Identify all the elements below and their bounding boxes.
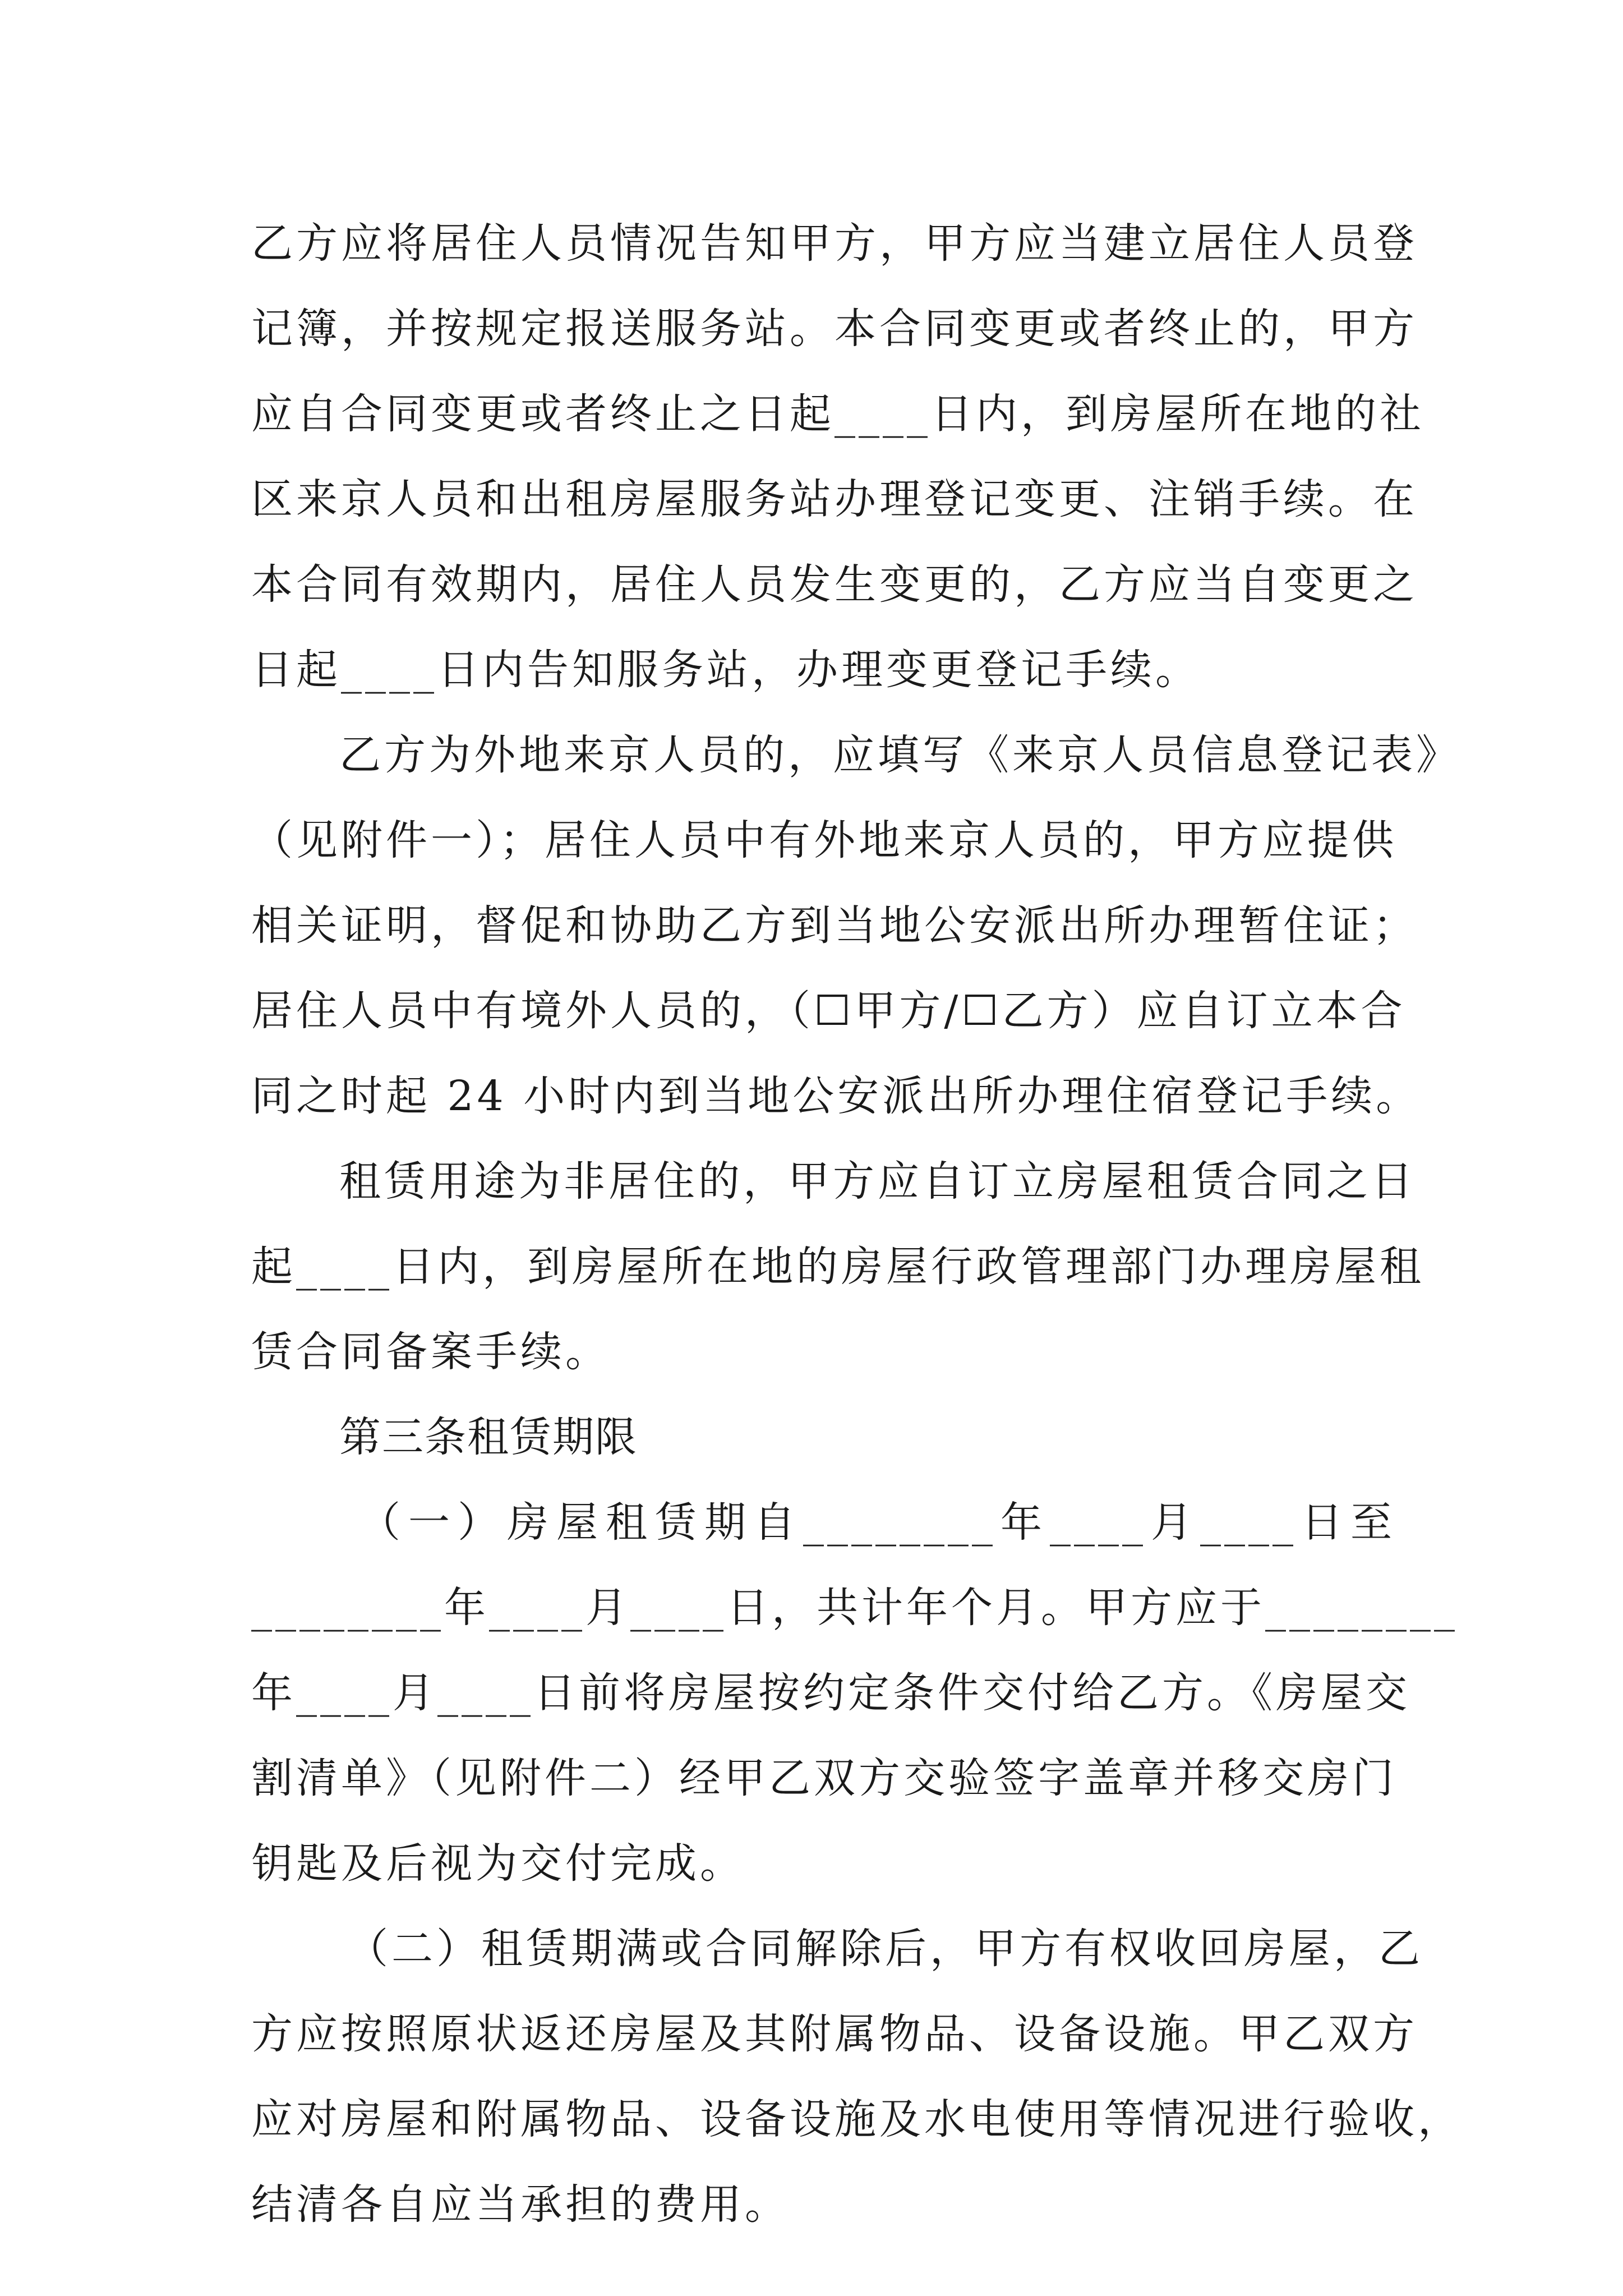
paragraph-line: （见附件一）；居住人员中有外地来京人员的，甲方应提供: [251, 816, 1397, 864]
paragraph-line: 同之时起 24 小时内到当地公安派出所办理住宿登记手续。: [251, 1072, 1421, 1120]
section-heading: 第三条租赁期限: [339, 1413, 638, 1461]
paragraph-line: ________年____月____日，共计年个月。甲方应于________: [251, 1584, 1458, 1632]
paragraph-line: （二）租赁期满或合同解除后，甲方有权收回房屋，乙: [347, 1925, 1423, 1973]
paragraph-line: （一）房屋租赁期自________年____月____日至: [359, 1498, 1395, 1547]
paragraph-line: 区来京人员和出租房屋服务站办理登记变更、注销手续。在: [251, 475, 1418, 523]
paragraph-line: 起____日内，到房屋所在地的房屋行政管理部门办理房屋租: [251, 1243, 1424, 1291]
paragraph-line: 乙方为外地来京人员的，应填写《来京人员信息登记表》: [339, 731, 1461, 779]
paragraph-line: 本合同有效期内，居住人员发生变更的，乙方应当自变更之: [251, 560, 1418, 609]
paragraph-line: 钥匙及后视为交付完成。: [251, 1839, 745, 1888]
paragraph-line: 相关证明，督促和协助乙方到当地公安派出所办理暂住证；: [251, 901, 1418, 950]
paragraph-line: 应对房屋和附属物品、设备设施及水电使用等情况进行验收，: [251, 2095, 1463, 2143]
paragraph-line: 结清各自应当承担的费用。: [251, 2180, 790, 2229]
paragraph-line: 租赁用途为非居住的，甲方应自订立房屋租赁合同之日: [339, 1157, 1416, 1205]
paragraph-line: 乙方应将居住人员情况告知甲方，甲方应当建立居住人员登: [251, 219, 1418, 268]
paragraph-line: 割清单》（见附件二）经甲乙双方交验签字盖章并移交房门: [251, 1754, 1397, 1802]
paragraph-line: 应自合同变更或者终止之日起____日内，到房屋所在地的社: [251, 390, 1424, 438]
paragraph-line: 日起____日内告知服务站，办理变更登记手续。: [251, 646, 1200, 694]
paragraph-line: 记簿，并按规定报送服务站。本合同变更或者终止的，甲方: [251, 305, 1418, 353]
paragraph-line: 赁合同备案手续。: [251, 1328, 610, 1376]
paragraph-line: 居住人员中有境外人员的，（☐甲方/☐乙方）应自订立本合: [251, 987, 1406, 1035]
paragraph-line: 年____月____日前将房屋按约定条件交付给乙方。《房屋交: [251, 1669, 1410, 1717]
paragraph-line: 方应按照原状返还房屋及其附属物品、设备设施。甲乙双方: [251, 2010, 1418, 2058]
